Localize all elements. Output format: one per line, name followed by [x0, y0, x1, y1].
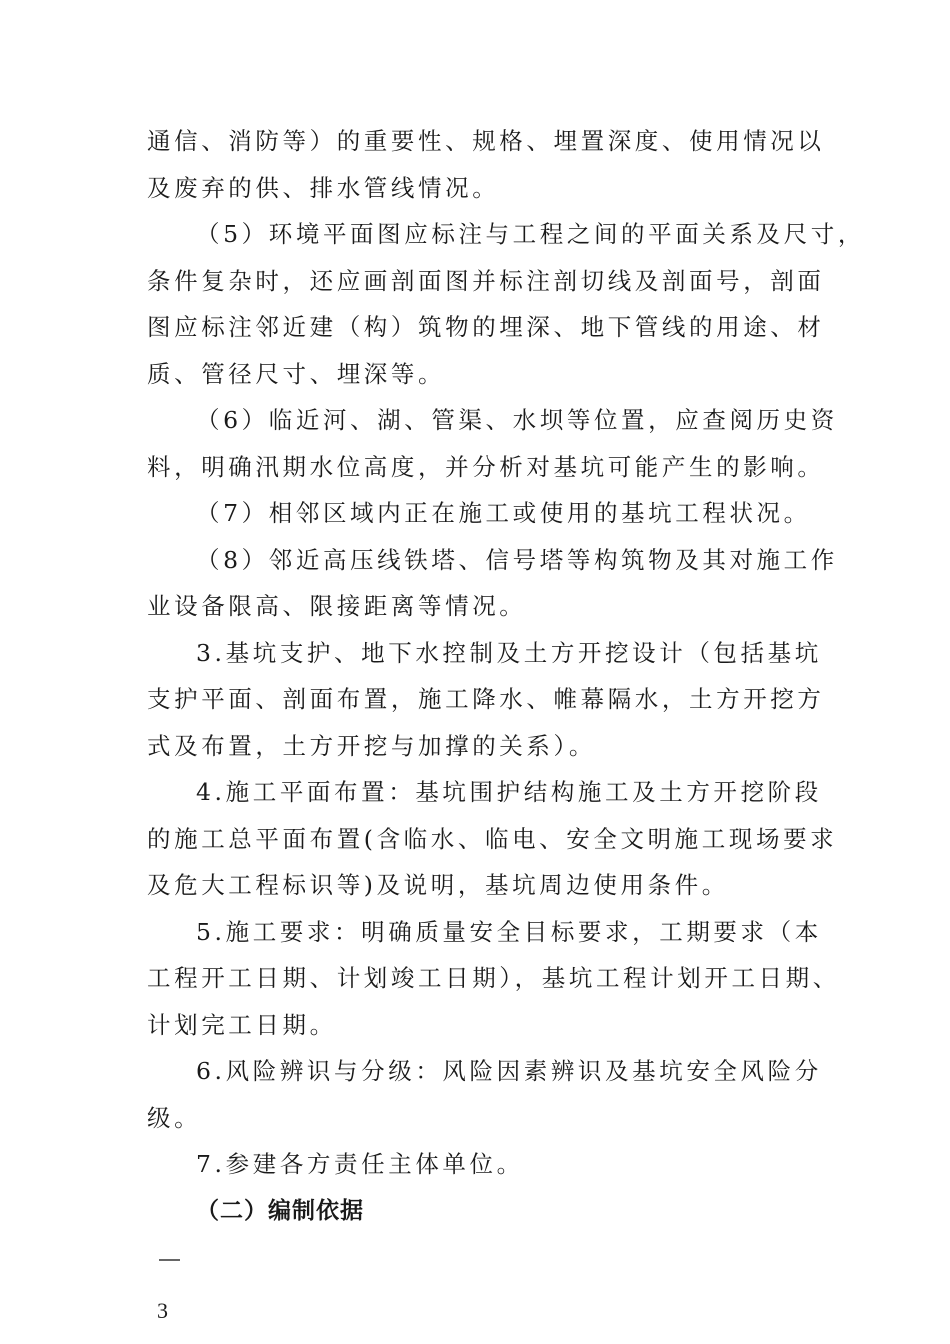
body-text-line: 图应标注邻近建（构）筑物的埋深、地下管线的用途、材 — [147, 313, 825, 341]
body-text-line: 及废弃的供、排水管线情况。 — [147, 173, 500, 202]
footer-dash — [159, 1259, 180, 1261]
section-item-5: 5.施工要求：明确质量安全目标要求，工期要求（本 — [196, 917, 822, 946]
list-item-5: （5）环境平面图应标注与工程之间的平面关系及尺寸， — [196, 220, 865, 248]
body-text-line: 式及布置，土方开挖与加撑的关系）。 — [147, 731, 596, 760]
section-item-6: 6.风险辨识与分级：风险因素辨识及基坑安全风险分 — [196, 1057, 822, 1085]
list-item-7: （7）相邻区域内正在施工或使用的基坑工程状况。 — [196, 499, 811, 527]
body-text-line: 支护平面、剖面布置，施工降水、帷幕隔水，土方开挖方 — [147, 685, 825, 713]
section-item-7: 7.参建各方责任主体单位。 — [196, 1150, 524, 1178]
body-text-line: 通信、消防等）的重要性、规格、埋置深度、使用情况以 — [147, 127, 825, 155]
body-text-line: 及危大工程标识等)及说明，基坑周边使用条件。 — [147, 871, 729, 899]
section-item-3: 3.基坑支护、地下水控制及土方开挖设计（包括基坑 — [196, 638, 822, 667]
body-text-line: 业设备限高、限接距离等情况。 — [147, 592, 527, 620]
page-number: 3 — [157, 1298, 168, 1323]
body-text-line: 计划完工日期。 — [147, 1010, 337, 1039]
list-item-8: （8）邻近高压线铁塔、信号塔等构筑物及其对施工作 — [196, 545, 838, 574]
body-text-line: 的施工总平面布置(含临水、临电、安全文明施工现场要求 — [147, 824, 838, 853]
body-text-line: 级。 — [147, 1103, 202, 1132]
body-text-line: 质、管径尺寸、埋深等。 — [147, 359, 446, 388]
body-text-line: 工程开工日期、计划竣工日期），基坑工程计划开工日期、 — [147, 964, 840, 992]
list-item-6: （6）临近河、湖、管渠、水坝等位置，应查阅历史资 — [196, 406, 838, 434]
section-heading: （二）编制依据 — [196, 1197, 364, 1224]
body-text-line: 条件复杂时，还应画剖面图并标注剖切线及剖面号，剖面 — [147, 266, 825, 295]
document-page — [147, 118, 865, 1234]
body-text-line: 料，明确汛期水位高度，并分析对基坑可能产生的影响。 — [147, 452, 825, 481]
section-item-4: 4.施工平面布置：基坑围护结构施工及土方开挖阶段 — [196, 778, 822, 806]
